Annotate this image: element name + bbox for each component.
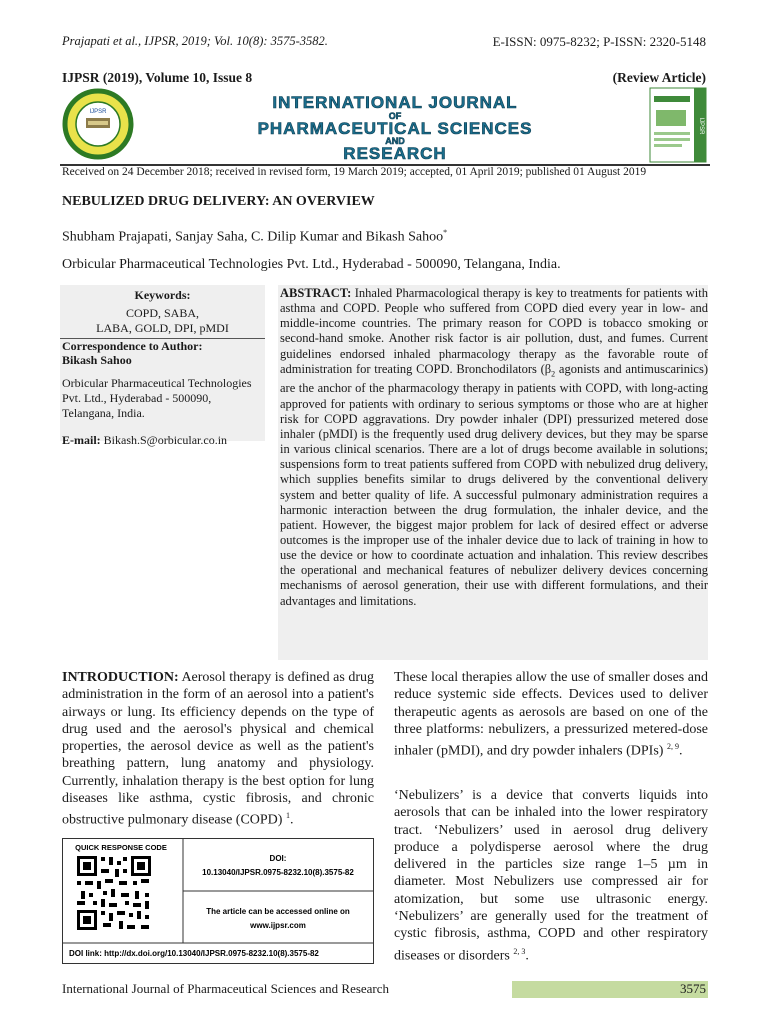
access-url: www.ijpsr.com xyxy=(250,921,306,930)
journal-seal-logo xyxy=(65,91,131,157)
qr-code-icon[interactable] xyxy=(77,856,151,930)
qr-box-graphic xyxy=(63,839,373,963)
qr-title: QUICK RESPONSE CODE xyxy=(75,843,167,852)
running-citation: Prajapati et al., IJPSR, 2019; Vol. 10(8): 3575-3582. xyxy=(62,34,328,48)
abstract-text: ABSTRACT: Inhaled Pharmacological therapy is key to treatments for patients with asthma and COPD. People who suffered from COPD died every year in low- and middle-income countries. The primary reason for COPD is tobacco smoking or second-hand smoke. Another risk factor is air pollution, dust, and fumes. Current guidelines endorsed inhaled pharmacology therapy as the favorable route of administration for treating COPD. Bronchodilators ($\beta_2$ agonists and antimuscarinics) are the anchor of the pharmacology therapy in patients with COPD, with long-acting approved for patients with ordinary to serious symptoms or those who are at higher risk for COPD aggravations. Dry powder inhaler (DPI) pressurized metered dose inhaler (pMDI) is the frequently used drug delivery devices, but they may be sparse in various clinical scenarios. There are a lot of drugs become available in solutions; suspensions form to treat patients suffered from COPD with nebulized drug delivery, which supplies benefits similar to drugs delivered by the conventional delivery system and better quality of life. A successful pulmonary administration requires a harmonic interaction between the drug formulation, the inhaler device, and the patient. However, the biggest major problem for lack of desired effect or adverse outcomes is the improper use of the inhaler device due to lack of training in how to use the device or how to coordinate actuation and inhalation. This review describes the operational and mechanical features of nebulizer delivery devices concerning mechanisms of aerosol generation, their use with different formulations, and their advantages and limitations. xyxy=(280,286,709,608)
volume-issue: IJPSR (2019), Volume 10, Issue 8 xyxy=(62,70,253,85)
correspondence-address: Orbicular Pharmaceutical Technologies Pvt. Ltd., Hyderabad - 500090, Telangana, India. xyxy=(62,376,252,420)
body-paragraph-2: ‘Nebulizers’ is a device that converts liquids into aerosols that can be inhaled into the lower respiratory tract. ‘Nebulizers’ used in aerosol drug delivery produce a polydisperse aerosol where the drug delivered in the particles size range 1–5 µm in diameter. Most Nebulizers use compressed air for atomization, but some use ultrasonic energy. ‘Nebulizers’ are generally used for the treatment of cystic fibrosis, asthma, COPD and other respiratory diseases or disorders $^{2, 3}$. xyxy=(394,788,708,964)
banner-line-4: AND xyxy=(385,136,405,146)
affiliation: Orbicular Pharmaceutical Technologies Pvt. Ltd., Hyderabad - 500090, Telangana, India. xyxy=(62,257,561,272)
banner-line-2: OF xyxy=(388,111,402,121)
page-number: 3575 xyxy=(680,981,706,996)
banner-line-3: PHARMACEUTICAL SCIENCES xyxy=(257,119,533,138)
banner-graphic xyxy=(60,86,710,164)
access-text: The article can be accessed online on xyxy=(206,907,350,916)
author-list: Shubham Prajapati, Sanjay Saha, C. Dilip Kumar and Bikash Sahoo* xyxy=(62,228,448,245)
keywords-heading: Keywords: xyxy=(134,288,191,302)
correspondence-block: Correspondence to Author: Bikash Sahoo xyxy=(62,339,203,367)
received-dates: Received on 24 December 2018; received in revised form, 19 March 2019; accepted, 01 April 2019; published 01 August 2019 xyxy=(62,166,647,178)
doi-link: DOI link: http://dx.doi.org/10.13040/IJPSR.0975-8232.10(8).3575-82 xyxy=(69,949,319,958)
quick-response-box xyxy=(62,838,374,964)
keywords-line: LABA, GOLD, DPI, pMDI xyxy=(96,321,229,335)
correspondence-email: E-mail: Bikash.S@orbicular.co.in xyxy=(62,433,228,447)
footer-journal-name: International Journal of Pharmaceutical Sciences and Research xyxy=(62,981,390,996)
introduction-paragraph: INTRODUCTION: Aerosol therapy is defined as drug administration in the form of an aerosol into a patient's airways or lung. Its efficiency depends on the type of drug used and the aerosol's physical and chemical properties, the aerosol device as well as the patient's breathing pattern, lung anatomy and physiology. Currently, inhalation therapy is the best option for lung diseases like asthma, cystic fibrosis, and chronic obstructive pulmonary disease (COPD) $^1$. xyxy=(62,670,374,829)
issn-line: E-ISSN: 0975-8232; P-ISSN: 2320-5148 xyxy=(492,34,706,49)
svg-text:IJPSR: IJPSR xyxy=(698,117,704,135)
article-title: NEBULIZED DRUG DELIVERY: AN OVERVIEW xyxy=(62,194,375,209)
keywords-line: COPD, SABA, xyxy=(125,306,200,320)
journal-banner xyxy=(60,86,710,164)
body-paragraph-1: These local therapies allow the use of smaller doses and reduce systemic side effects. Devices used to deliver therapeutic agents as aerosols are based on one of the three platforms: nebulizers, a pressurized metered-dose inhaler (pMDI), and dry powder inhalers (DPIs) $^{2, 9}$. xyxy=(394,670,708,759)
article-type: (Review Article) xyxy=(612,70,706,85)
banner-line-1: INTERNATIONAL JOURNAL xyxy=(272,93,518,112)
email-address[interactable]: Bikash.S@orbicular.co.in xyxy=(103,433,228,447)
banner-line-5: RESEARCH xyxy=(343,144,447,163)
journal-cover-thumbnail xyxy=(650,88,706,162)
doi-value: 10.13040/IJPSR.0975-8232.10(8).3575-82 xyxy=(202,868,354,877)
doi-label: DOI: xyxy=(269,854,287,863)
svg-text:IJPSR: IJPSR xyxy=(89,109,107,115)
